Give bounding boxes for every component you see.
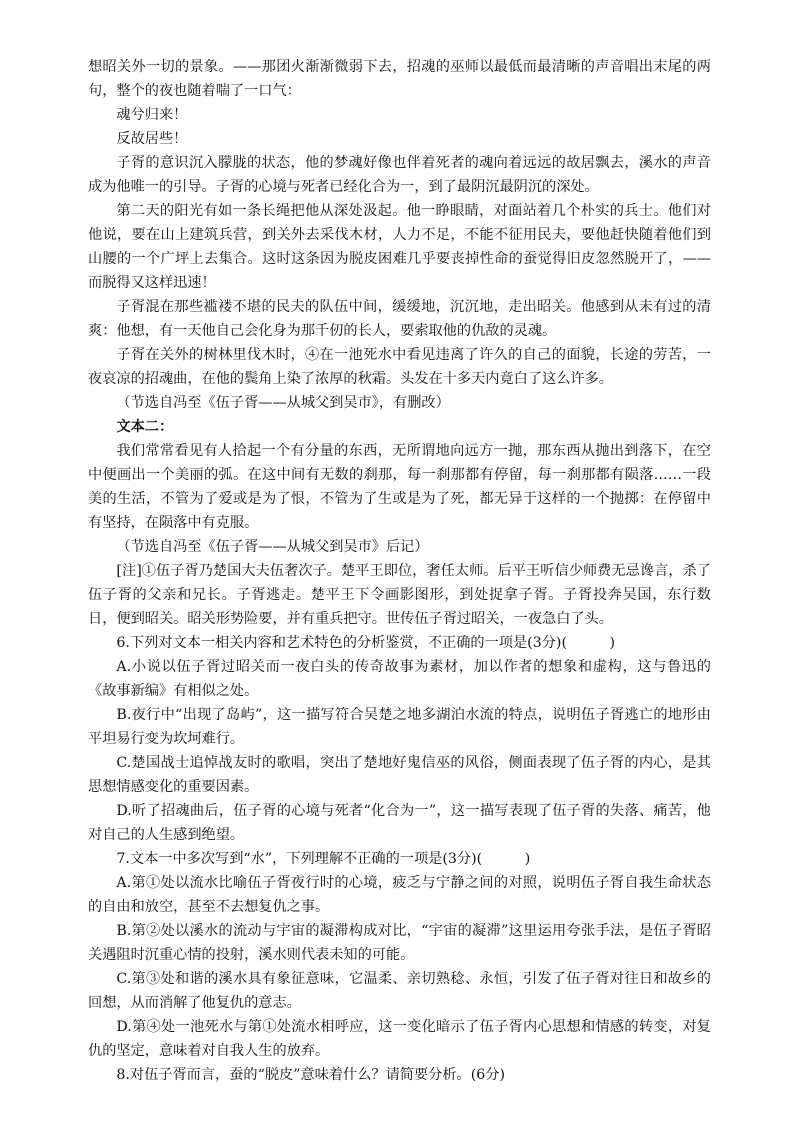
question-6-stem: 6.下列对文本一相关内容和艺术特色的分析鉴赏，不正确的一项是(3分)( )	[116, 635, 616, 651]
question-7-option-a: A.第①处以流水比喻伍子胥夜行时的心境，疲乏与宁静之间的对照，说明伍子胥自我生命状态的自由和放空，甚至不去想复仇之事。	[88, 875, 711, 915]
question-6-option-a: A.小说以伍子胥过昭关而一夜白头的传奇故事为素材，加以作者的想象和虚构，这与鲁迅的《故事新编》有相似之处。	[88, 659, 711, 699]
question-7-option-c: C.第③处和谐的溪水具有象征意味，它温柔、亲切熟稔、永恒，引发了伍子胥对往日和故乡的回想，从而消解了他复仇的意志。	[88, 971, 711, 1011]
question-8-stem: 8.对伍子胥而言，蚕的“脱皮”意味着什么？请简要分析。(6分)	[116, 1067, 506, 1083]
question-7-option-b: B.第②处以溪水的流动与宇宙的凝滞构成对比，“宇宙的凝滞”这里运用夸张手法，是伍子胥昭关遇阻时沉重心情的投射，溪水则代表未知的可能。	[88, 923, 711, 963]
question-6-option-b: B.夜行中“出现了岛屿”，这一描写符合吴楚之地多湖泊水流的特点，说明伍子胥逃亡的地形由平坦易行变为坎坷难行。	[88, 707, 711, 747]
text2-paragraph-1: 我们常常看见有人拾起一个有分量的东西，无所谓地向远方一抛，那东西从抛出到落下，在空中便画出一个美丽的弧。在这中间有无数的刹那，每一刹那都有停留，每一刹那都有陨落……一段美的生活，不管为了爱或是为了恨，不管为了生或是为了死，都无异于这样的一个抛掷：在停留中有坚持，在陨落中有克服。	[88, 443, 711, 531]
text2-heading: 文本二：	[116, 419, 174, 435]
question-6-option-c: C.楚国战士追悼战友时的歌唱，突出了楚地好鬼信巫的风俗，侧面表现了伍子胥的内心，是其思想情感变化的重要因素。	[88, 755, 711, 795]
chant-line-1: 魂兮归来！	[116, 107, 188, 123]
document-page	[88, 55, 711, 1087]
question-7-stem: 7.文本一中多次写到“水”，下列理解不正确的一项是(3分)( )	[116, 851, 531, 867]
text1-paragraph-5: 子胥在关外的树林里伐木时，④在一池死水中看见违离了许久的自己的面貌，长途的劳苦，一夜哀凉的招魂曲，在他的鬓角上染了浓厚的秋霜。头发在十多天内竟白了这么许多。	[88, 347, 711, 387]
footnote: [注]①伍子胥乃楚国大夫伍奢次子。楚平王即位，奢任太师。后平王听信少师费无忌谗言，杀了伍子胥的父亲和兄长。子胥逃走。楚平王下令画影图形，到处捉拿子胥。子胥投奔吴国，东行数日，便到昭关。昭关形势险要，并有重兵把守。世传伍子胥过昭关，一夜急白了头。	[88, 563, 711, 627]
text1-paragraph-2: 子胥的意识沉入朦胧的状态，他的梦魂好像也伴着死者的魂向着远远的故居飘去，溪水的声音成为他唯一的引导。子胥的心境与死者已经化合为一，到了最阴沉最阴沉的深处。	[88, 155, 711, 195]
chant-line-2: 反故居些！	[116, 131, 188, 147]
text2-source: （节选自冯至《伍子胥——从城父到吴市》后记）	[116, 539, 429, 555]
question-6-option-d: D.听了招魂曲后，伍子胥的心境与死者“化合为一”，这一描写表现了伍子胥的失落、痛苦，他对自己的人生感到绝望。	[88, 803, 711, 843]
text1-paragraph-3: 第二天的阳光有如一条长绳把他从深处汲起。他一睁眼睛，对面站着几个朴实的兵士。他们对他说，要在山上建筑兵营，到关外去采伐木材，人力不足，不能不征用民夫，要他赶快随着他们到山腰的一个广坪上去集合。这时这条因为脱皮困难几乎要丧掉性命的蚕觉得旧皮忽然脱开了，——而脱得又这样迅速！	[88, 203, 711, 291]
text1-paragraph-4: 子胥混在那些褴褛不堪的民夫的队伍中间，缓缓地，沉沉地，走出昭关。他感到从未有过的清爽：他想，有一天他自己会化身为那千仞的长人，要索取他的仇敌的灵魂。	[88, 299, 711, 339]
text1-source: （节选自冯至《伍子胥——从城父到吴市》，有删改）	[116, 395, 450, 411]
question-7-option-d: D.第④处一池死水与第①处流水相呼应，这一变化暗示了伍子胥内心思想和情感的转变，对复仇的坚定，意味着对自我人生的放弃。	[88, 1019, 711, 1059]
text1-paragraph-1: 想昭关外一切的景象。——那团火渐渐微弱下去，招魂的巫师以最低而最清晰的声音唱出末尾的两句，整个的夜也随着喘了一口气：	[88, 59, 711, 99]
